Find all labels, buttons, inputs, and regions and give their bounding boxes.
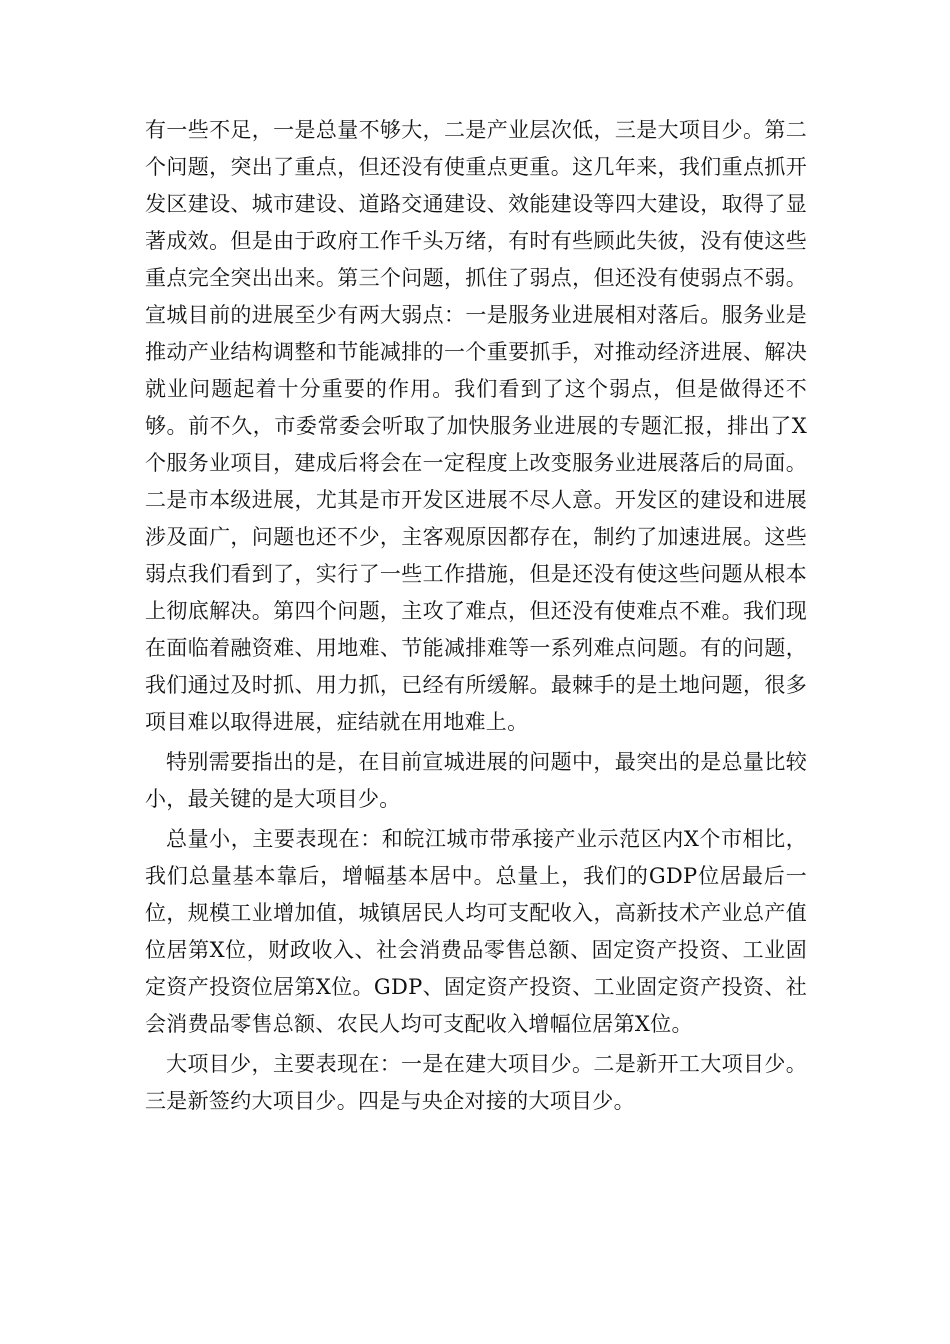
paragraph-1: 有一些不足，一是总量不够大，二是产业层次低，三是大项目少。第二个问题，突出了重点，但还没有使重点更重。这几年来，我们重点抓开发区建设、城市建设、道路交通建设、效能建设等四大建设，取得了显著成效。但是由于政府工作千头万绪，有时有些顾此失彼，没有使这些重点完全突出出来。第三个问题，抓住了弱点，但还没有使弱点不弱。宣城目前的进展至少有两大弱点：一是服务业进展相对落后。服务业是推动产业结构调整和节能减排的一个重要抓手，对推动经济进展、解决就业问题起着十分重要的作用。我们看到了这个弱点，但是做得还不够。前不久，市委常委会听取了加快服务业进展的专题汇报，排出了X个服务业项目，建成后将会在一定程度上改变服务业进展落后的局面。二是市本级进展，尤其是市开发区进展不尽人意。开发区的建设和进展涉及面广，问题也还不少，主客观原因都存在，制约了加速进展。这些弱点我们看到了，实行了一些工作措施，但是还没有使这些问题从根本上彻底解决。第四个问题，主攻了难点，但还没有使难点不难。我们现在面临着融资难、用地难、节能减排难等一系列难点问题。有的问题，我们通过及时抓、用力抓，已经有所缓解。最棘手的是土地问题，很多项目难以取得进展，症结就在用地难上。 [145, 118, 807, 734]
paragraph-3: 总量小，主要表现在：和皖江城市带承接产业示范区内X个市相比，我们总量基本靠后，增幅基本居中。总量上，我们的GDP位居最后一位，规模工业增加值，城镇居民人均可支配收入，高新技术产业总产值位居第X位，财政收入、社会消费品零售总额、固定资产投资、工业固定资产投资位居第X位。GDP、固定资产投资、工业固定资产投资、社会消费品零售总额、农民人均可支配收入增幅位居第X位。 [145, 827, 807, 1036]
paragraph-4: 大项目少，主要表现在：一是在建大项目少。二是新开工大项目少。三是新签约大项目少。四是与央企对接的大项目少。 [145, 1052, 807, 1113]
document-body [145, 112, 807, 1123]
paragraph-2: 特别需要指出的是，在目前宣城进展的问题中，最突出的是总量比较小，最关键的是大项目少。 [145, 750, 807, 811]
